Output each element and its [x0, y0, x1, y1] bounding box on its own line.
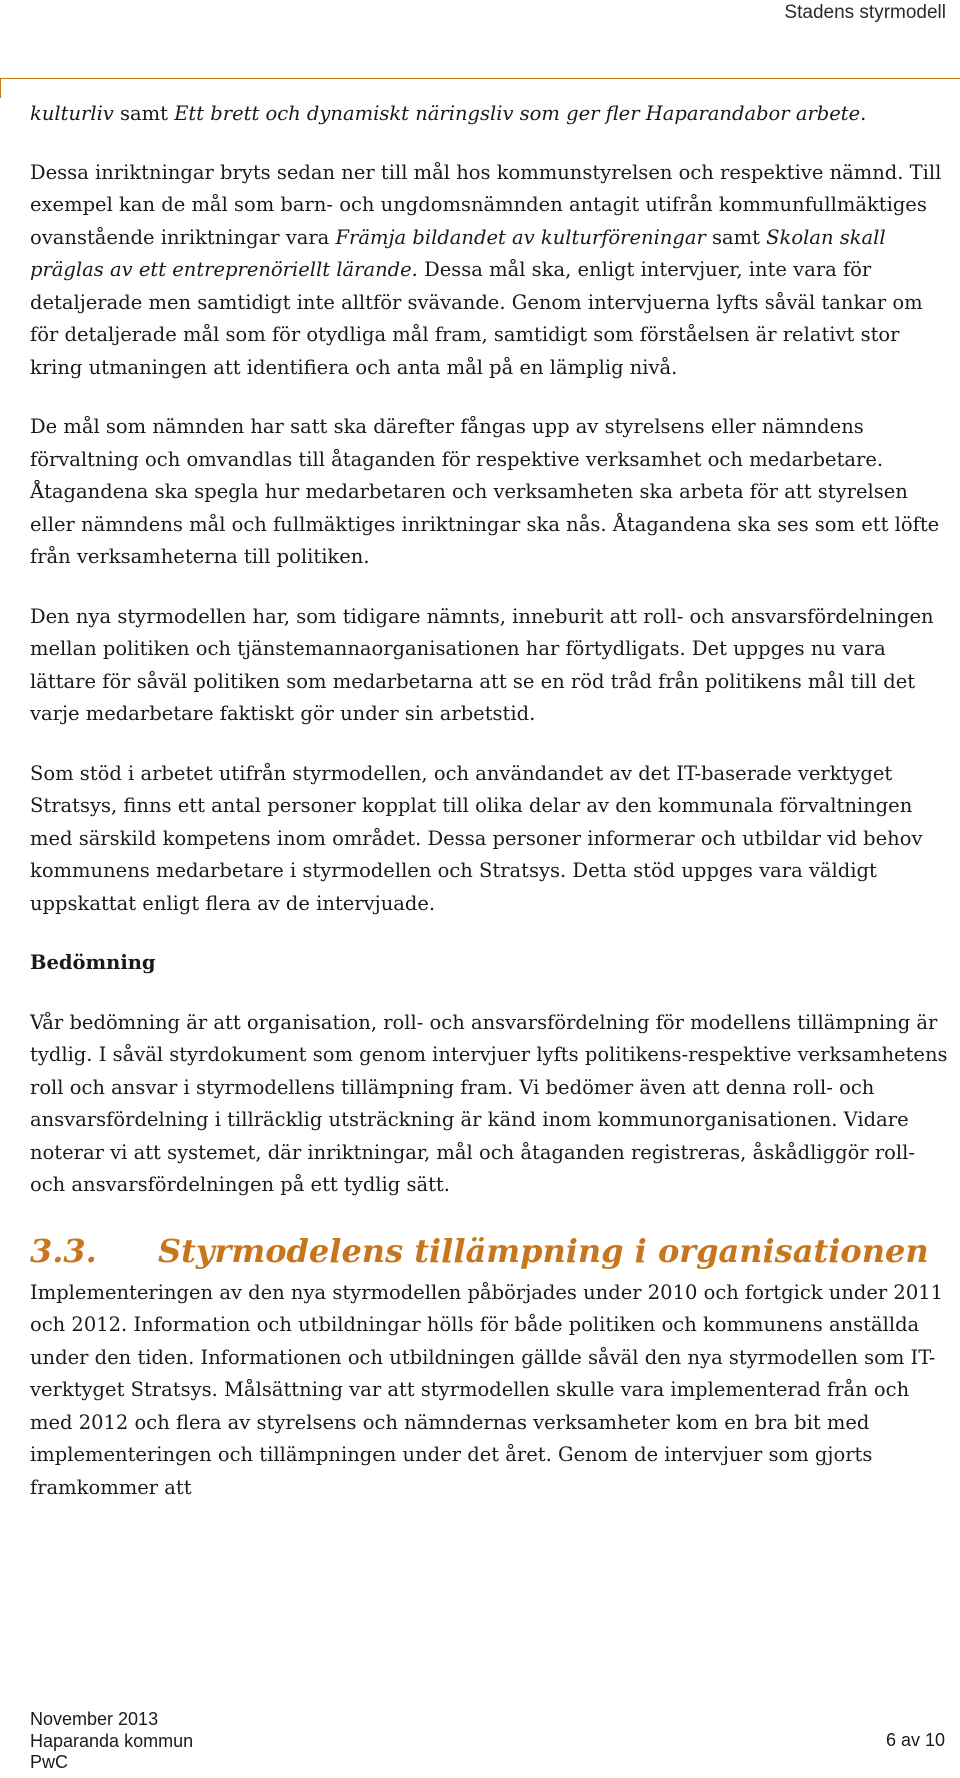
- document-body: [30, 98, 950, 1531]
- section-number: 3.3.: [30, 1231, 97, 1270]
- text-italic: Skolan skall präglas av ett entreprenöriellt lärande.: [30, 225, 886, 281]
- paragraph-6: Vår bedömning är att organisation, roll- och ansvarsfördelning för modellens tillämpning är tydlig. I såväl styrdokument som genom intervjuer lyfts politikens-respektive verksamhetens roll och ansvar i styrmodellens tillämpning fram. Vi bedömer även att denna roll- och ansvarsfördelning i tillräcklig utsträckning är känd inom kommunorganisationen. Vidare noterar vi att systemet, där inriktningar, mål och åtaganden registreras, åskådliggör roll- och ansvarsfördelningen på ett tydlig sätt.: [30, 1010, 948, 1196]
- bedomning-heading: Bedömning: [30, 951, 156, 974]
- running-header-title: Stadens styrmodell: [784, 2, 946, 23]
- paragraph-4: Den nya styrmodellen har, som tidigare nämnts, inneburit att roll- och ansvarsfördelningen mellan politiken och tjänstemannaorganisationen har förtydligats. Det uppges nu vara lättare för såväl politiken som medarbetarna att se en röd tråd från politikens mål till det varje medarbetare faktiskt gör under sin arbetstid.: [30, 604, 934, 725]
- paragraph-7: Implementeringen av den nya styrmodellen påbörjades under 2010 och fortgick under 2011 och 2012. Information och utbildningar hölls för både politiken och kommunens anställda under den tiden. Informationen och utbildningen gällde såväl den nya styrmodellen som IT- verktyget Stratsys. Målsättning var att styrmodellen skulle vara implementerad från och med 2012 och flera av styrelsens och nämndernas verksamheter kom en bra bit med implementeringen och tillämpningen under det året. Genom de intervjuer som gjorts framkommer att: [30, 1280, 944, 1499]
- paragraph-2: [30, 157, 950, 385]
- header-corner-mark: [0, 78, 1, 98]
- paragraph-1: [30, 98, 950, 131]
- header-rule: [0, 78, 960, 79]
- paragraph-5: Som stöd i arbetet utifrån styrmodellen, och användandet av det IT-baserade verktyget Stratsys, finns ett antal personer kopplat till olika delar av den kommunala förvaltningen med särskild kompetens inom området. Dessa personer informerar och utbildar vid behov kommunens medarbetare i styrmodellen och Stratsys. Detta stöd uppges vara väldigt uppskattat enligt flera av de intervjuade.: [30, 761, 923, 915]
- text-italic: Främja bildandet av kulturföreningar: [335, 225, 706, 249]
- section-heading: [30, 1229, 950, 1273]
- page-number: 6 av 10: [885, 1730, 945, 1750]
- footer-date: November 2013: [30, 1709, 159, 1729]
- text: Dessa inriktningar bryts sedan ner till mål hos kommunstyrelsen och respektive nämnd. Till exempel kan de mål som barn- och ungdomsnämnden antagit utifrån kommunfullmäktiges ovanstående inriktningar vara: [30, 160, 942, 249]
- footer-company: PwC: [30, 1752, 69, 1772]
- section-title: Styrmodelens tillämpning i organisationen: [158, 1231, 929, 1270]
- paragraph-3: De mål som nämnden har satt ska därefter fångas upp av styrelsens eller nämndens förvaltning och omvandlas till åtaganden för respektive verksamhet och medarbetare. Åtagandena ska spegla hur medarbetaren och verksamheten ska arbeta för att styrelsen eller nämndens mål och fullmäktiges inriktningar ska nås. Åtagandena ska ses som ett löfte från verksamheterna till politiken.: [30, 415, 940, 568]
- page-footer: [30, 1709, 945, 1774]
- text-italic: Ett brett och dynamiskt näringsliv som ger fler Haparandabor arbete.: [174, 102, 867, 125]
- text: samt: [113, 102, 175, 125]
- text: samt: [705, 225, 767, 249]
- text: Dessa mål ska, enligt intervjuer, inte vara för detaljerade men samtidigt inte alltför svävande. Genom intervjuerna lyfts såväl tankar om för detaljerade mål som för otydliga mål fram, samtidigt som förståelsen är relativt stor kring utmaningen att identifiera och anta mål på en lämplig nivå.: [30, 258, 923, 379]
- footer-organization: Haparanda kommun: [30, 1730, 194, 1751]
- text-italic: kulturliv: [30, 102, 114, 125]
